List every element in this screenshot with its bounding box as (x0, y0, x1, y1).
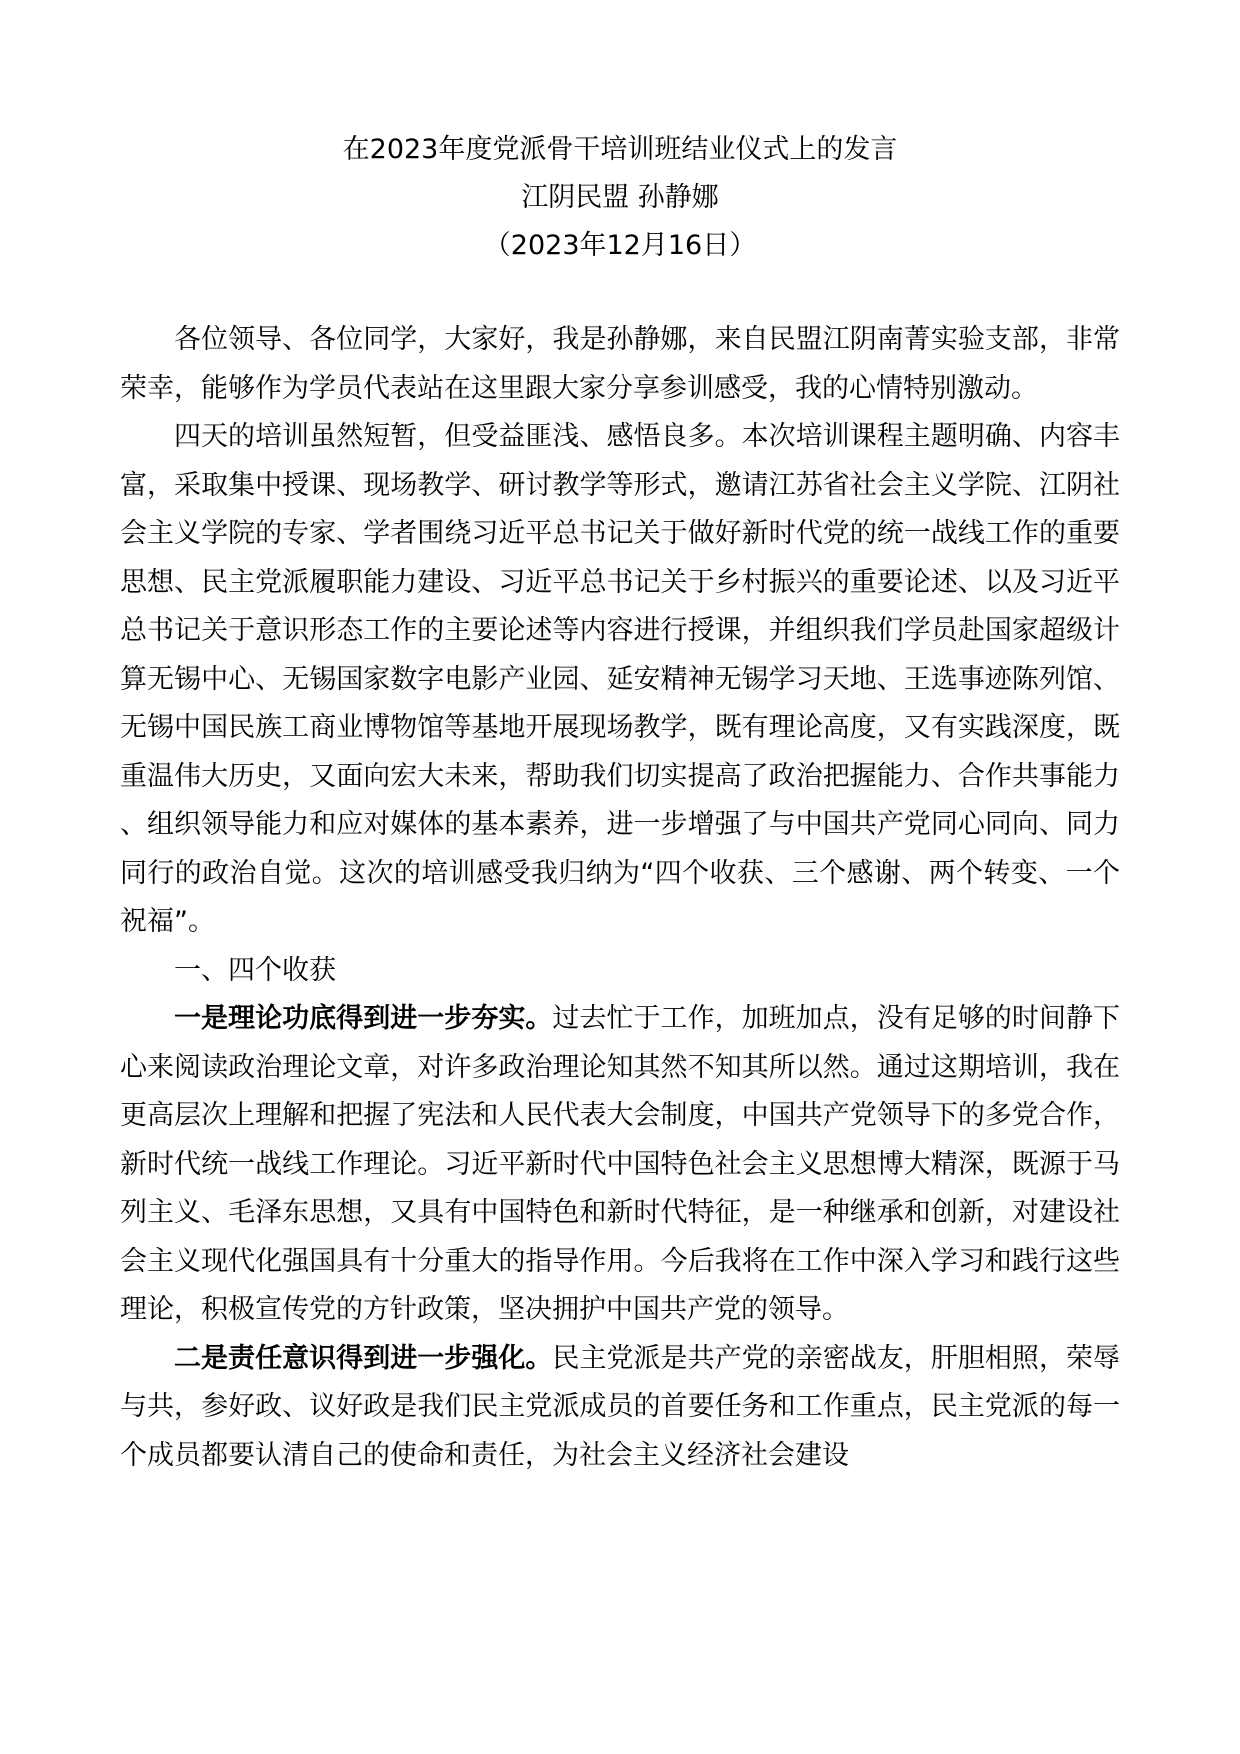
document-date: （2023年12月16日） (483, 230, 757, 261)
paragraph-text: 四天的培训虽然短暂，但受益匪浅、感悟良多。本次培训课程主题明确、内容丰富，采取集中授课、现场教学、研讨教学等形式，邀请江苏省社会主义学院、江阴社会主义学院的专家、学者围绕习近平总书记关于做好新时代党的统一战线工作的重要思想、民主党派履职能力建设、习近平总书记关于乡村振兴的重要论述、以及习近平总书记关于意识形态工作的主要论述等内容进行授课，并组织我们学员赴国家超级计算无锡中心、无锡国家数字电影产业园、延安精神无锡学习天地、王选事迹陈列馆、无锡中国民族工商业博物馆等基地开展现场教学，既有理论高度，又有实践深度，既重温伟大历史，又面向宏大未来，帮助我们切实提高了政治把握能力、合作共事能力、组织领导能力和应对媒体的基本素养，进一步增强了与中国共产党同心同向、同力同行的政治自觉。这次的培训感受我归纳为“四个收获、三个感谢、两个转变、一个祝福”。 (120, 421, 1120, 937)
paragraph-text: 过去忙于工作，加班加点，没有足够的时间静下心来阅读政治理论文章，对许多政治理论知其然不知其所以然。通过这期培训，我在更高层次上理解和把握了宪法和人民代表大会制度，中国共产党领导下的多党合作，新时代统一战线工作理论。习近平新时代中国特色社会主义思想博大精深，既源于马列主义、毛泽东思想，又具有中国特色和新时代特征，是一种继承和创新，对建设社会主义现代化强国具有十分重大的指导作用。今后我将在工作中深入学习和践行这些理论，积极宣传党的方针政策，坚决拥护中国共产党的领导。 (120, 1003, 1121, 1325)
section-heading (120, 947, 1120, 996)
document-body (120, 316, 1120, 1480)
paragraph (120, 413, 1120, 947)
paragraph-text: 各位领导、各位同学，大家好，我是孙静娜，来自民盟江阴南菁实验支部，非常荣幸，能够作为学员代表站在这里跟大家分享参训感受，我的心情特别激动。 (120, 324, 1120, 404)
document-author: 江阴民盟 孙静娜 (521, 182, 719, 213)
section-heading-text: 一、四个收获 (174, 954, 336, 986)
document-title: 在2023年度党派骨干培训班结业仪式上的发言 (342, 134, 898, 165)
paragraph (120, 995, 1120, 1335)
paragraph-text: 民主党派是共产党的亲密战友，肝胆相照，荣辱与共，参好政、议好政是我们民主党派成员的首要任务和工作重点，民主党派的每一个成员都要认清自己的使命和责任，为社会主义经济社会建设 (120, 1342, 1121, 1471)
paragraph (120, 316, 1120, 413)
paragraph-lead: 一是理论功底得到进一步夯实。 (174, 1003, 553, 1034)
document-header (0, 126, 1240, 270)
paragraph-lead: 二是责任意识得到进一步强化。 (174, 1342, 553, 1374)
paragraph (120, 1335, 1120, 1481)
